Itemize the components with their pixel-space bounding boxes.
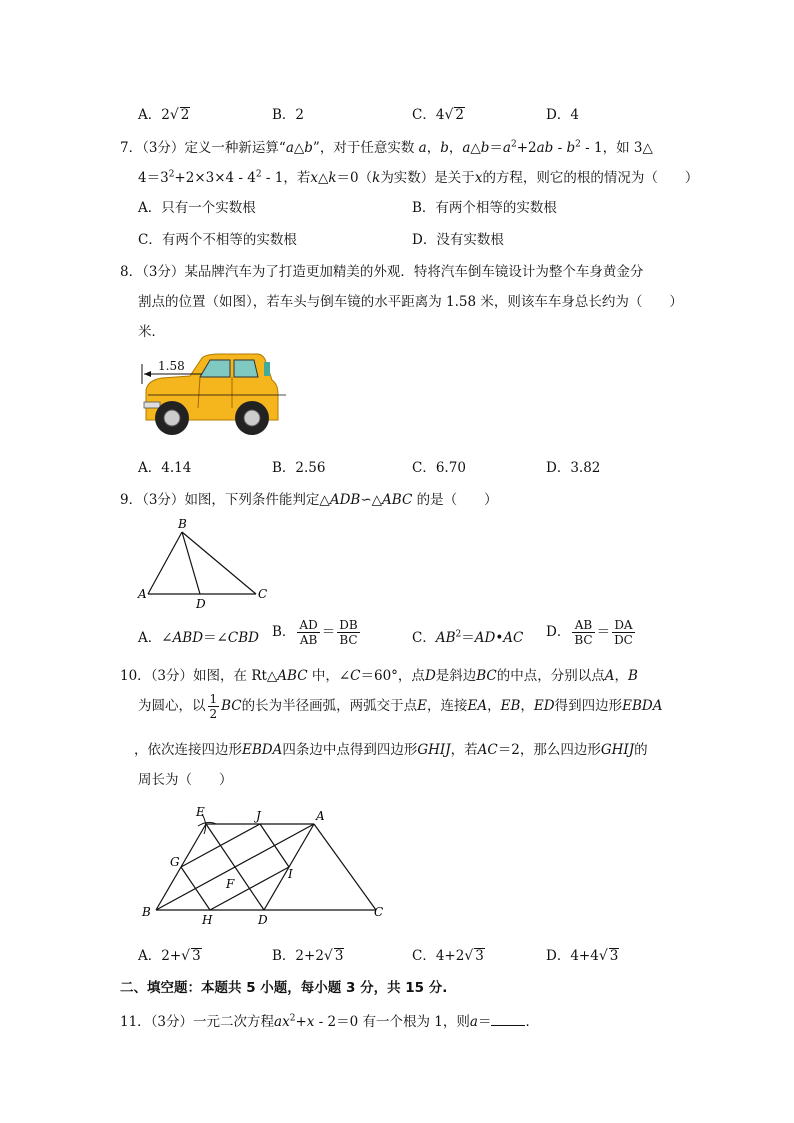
- q10-option-c: C．4+2√ 3: [412, 948, 484, 964]
- q10-option-a: A．2+√ 3: [138, 948, 201, 964]
- label-A: A: [316, 809, 325, 823]
- label-I: I: [288, 867, 293, 881]
- q6-option-c: C．4√ 2: [412, 107, 464, 123]
- q10-line-3: ，依次连接四边形EBDA四条边中点得到四边形GHIJ，若AC＝2，那么四边形GHIJ的: [134, 742, 648, 758]
- q9-option-a: A．∠ABD＝∠CBD: [138, 630, 259, 646]
- q7-option-c: C．有两个不相等的实数根: [138, 232, 297, 248]
- q10-figure: [136, 800, 396, 930]
- q7-line-1: 7．（3分）定义一种新运算“a△b”，对于任意实数 a，b，$a\triangle b=a^2+2ab - b^2 - 1$，如 3△: [120, 139, 653, 156]
- label-B: B: [142, 905, 151, 919]
- q9-triangle-figure: [136, 514, 276, 614]
- label-C: C: [374, 905, 384, 919]
- segment-IJ: [260, 824, 289, 867]
- q10-option-b: B．2+2√ 3: [272, 948, 344, 964]
- segment-ED: [206, 824, 264, 910]
- segment-BC: [182, 532, 256, 594]
- label-E: E: [196, 805, 205, 819]
- label-D: D: [196, 597, 206, 611]
- q6-option-b: B．2: [272, 107, 305, 123]
- label-F: F: [226, 877, 235, 891]
- q9-option-d: D． $\frac{AB}{BC}$ ＝ $\frac{DA}{DC}$: [546, 618, 633, 647]
- label-H: H: [202, 913, 213, 927]
- q7-line-2: $4=3^2+2\times 3\times 4 - 4^2 - 1$，若x△k＝0（k为实数）是关于x的方程，则它的根的情况为（ ）: [138, 169, 699, 186]
- q8-option-c: C．6.70: [412, 460, 466, 476]
- q7-option-b: B．有两个相等的实数根: [412, 200, 557, 216]
- q8-option-b: B．2.56: [272, 460, 326, 476]
- label-B: B: [178, 517, 187, 531]
- answer-blank[interactable]: [491, 1013, 525, 1026]
- q10-option-d: D．4+4√ 3: [546, 948, 619, 964]
- label-G: G: [170, 855, 180, 869]
- label-D: D: [258, 913, 268, 927]
- segment-AB: [148, 532, 182, 594]
- q10-line-4: 周长为（ ）: [138, 772, 233, 788]
- q9-option-c: C．$AB^2=AD•AC$: [412, 629, 524, 646]
- segment-GH: [181, 867, 210, 910]
- segment-AC: [314, 824, 376, 910]
- q9-option-b: B． $\frac{AD}{AB}$ ＝ $\frac{DB}{BC}$: [272, 618, 358, 647]
- q6-option-d: D．4: [546, 107, 579, 123]
- q8-line-1: 8．（3分）某品牌汽车为了打造更加精美的外观．特将汽车倒车镜设计为整个车身黄金分: [120, 264, 644, 280]
- q6-option-a: A．2√ 2: [138, 107, 190, 123]
- q10-line-1: 10．（3分）如图，在 Rt△ABC 中，∠C＝60°，点D是斜边BC的中点，分别以点A，B: [120, 668, 638, 684]
- q8-line-3: 米．: [138, 324, 165, 340]
- label-J: J: [256, 809, 261, 823]
- car-rear-window: [234, 360, 258, 377]
- q11-stem: 11．（3分）一元二次方程$ax^2+x - 2=0$ 有一个根为 1，则a＝ ．: [120, 1013, 539, 1030]
- car-rear-light: [264, 362, 270, 376]
- car-figure: [140, 350, 300, 440]
- section-2-title: 二、填空题：本题共 5 小题，每小题 3 分，共 15 分.: [120, 980, 448, 996]
- measure-label: 1.58: [158, 359, 185, 373]
- q8-line-2: 割点的位置（如图），若车头与倒车镜的水平距离为 1.58 米，则该车车身总长约为（ ）: [138, 294, 683, 310]
- q8-option-a: A．4.14: [138, 460, 192, 476]
- segment-BD: [182, 532, 200, 594]
- q10-line-2: 为圆心，以 $\frac{1}{2}$ BC的长为半径画弧，两弧交于点E，连接EA，EB，ED得到四边形EBDA: [138, 692, 663, 721]
- label-C: C: [258, 587, 268, 601]
- q9-stem: 9．（3分）如图，下列条件能判定△ADB∽△ABC 的是（ ）: [120, 492, 498, 508]
- q7-option-d: D．没有实数根: [412, 232, 504, 248]
- q7-option-a: A．只有一个实数根: [138, 200, 256, 216]
- q8-option-d: D．3.82: [546, 460, 601, 476]
- label-A: A: [138, 587, 147, 601]
